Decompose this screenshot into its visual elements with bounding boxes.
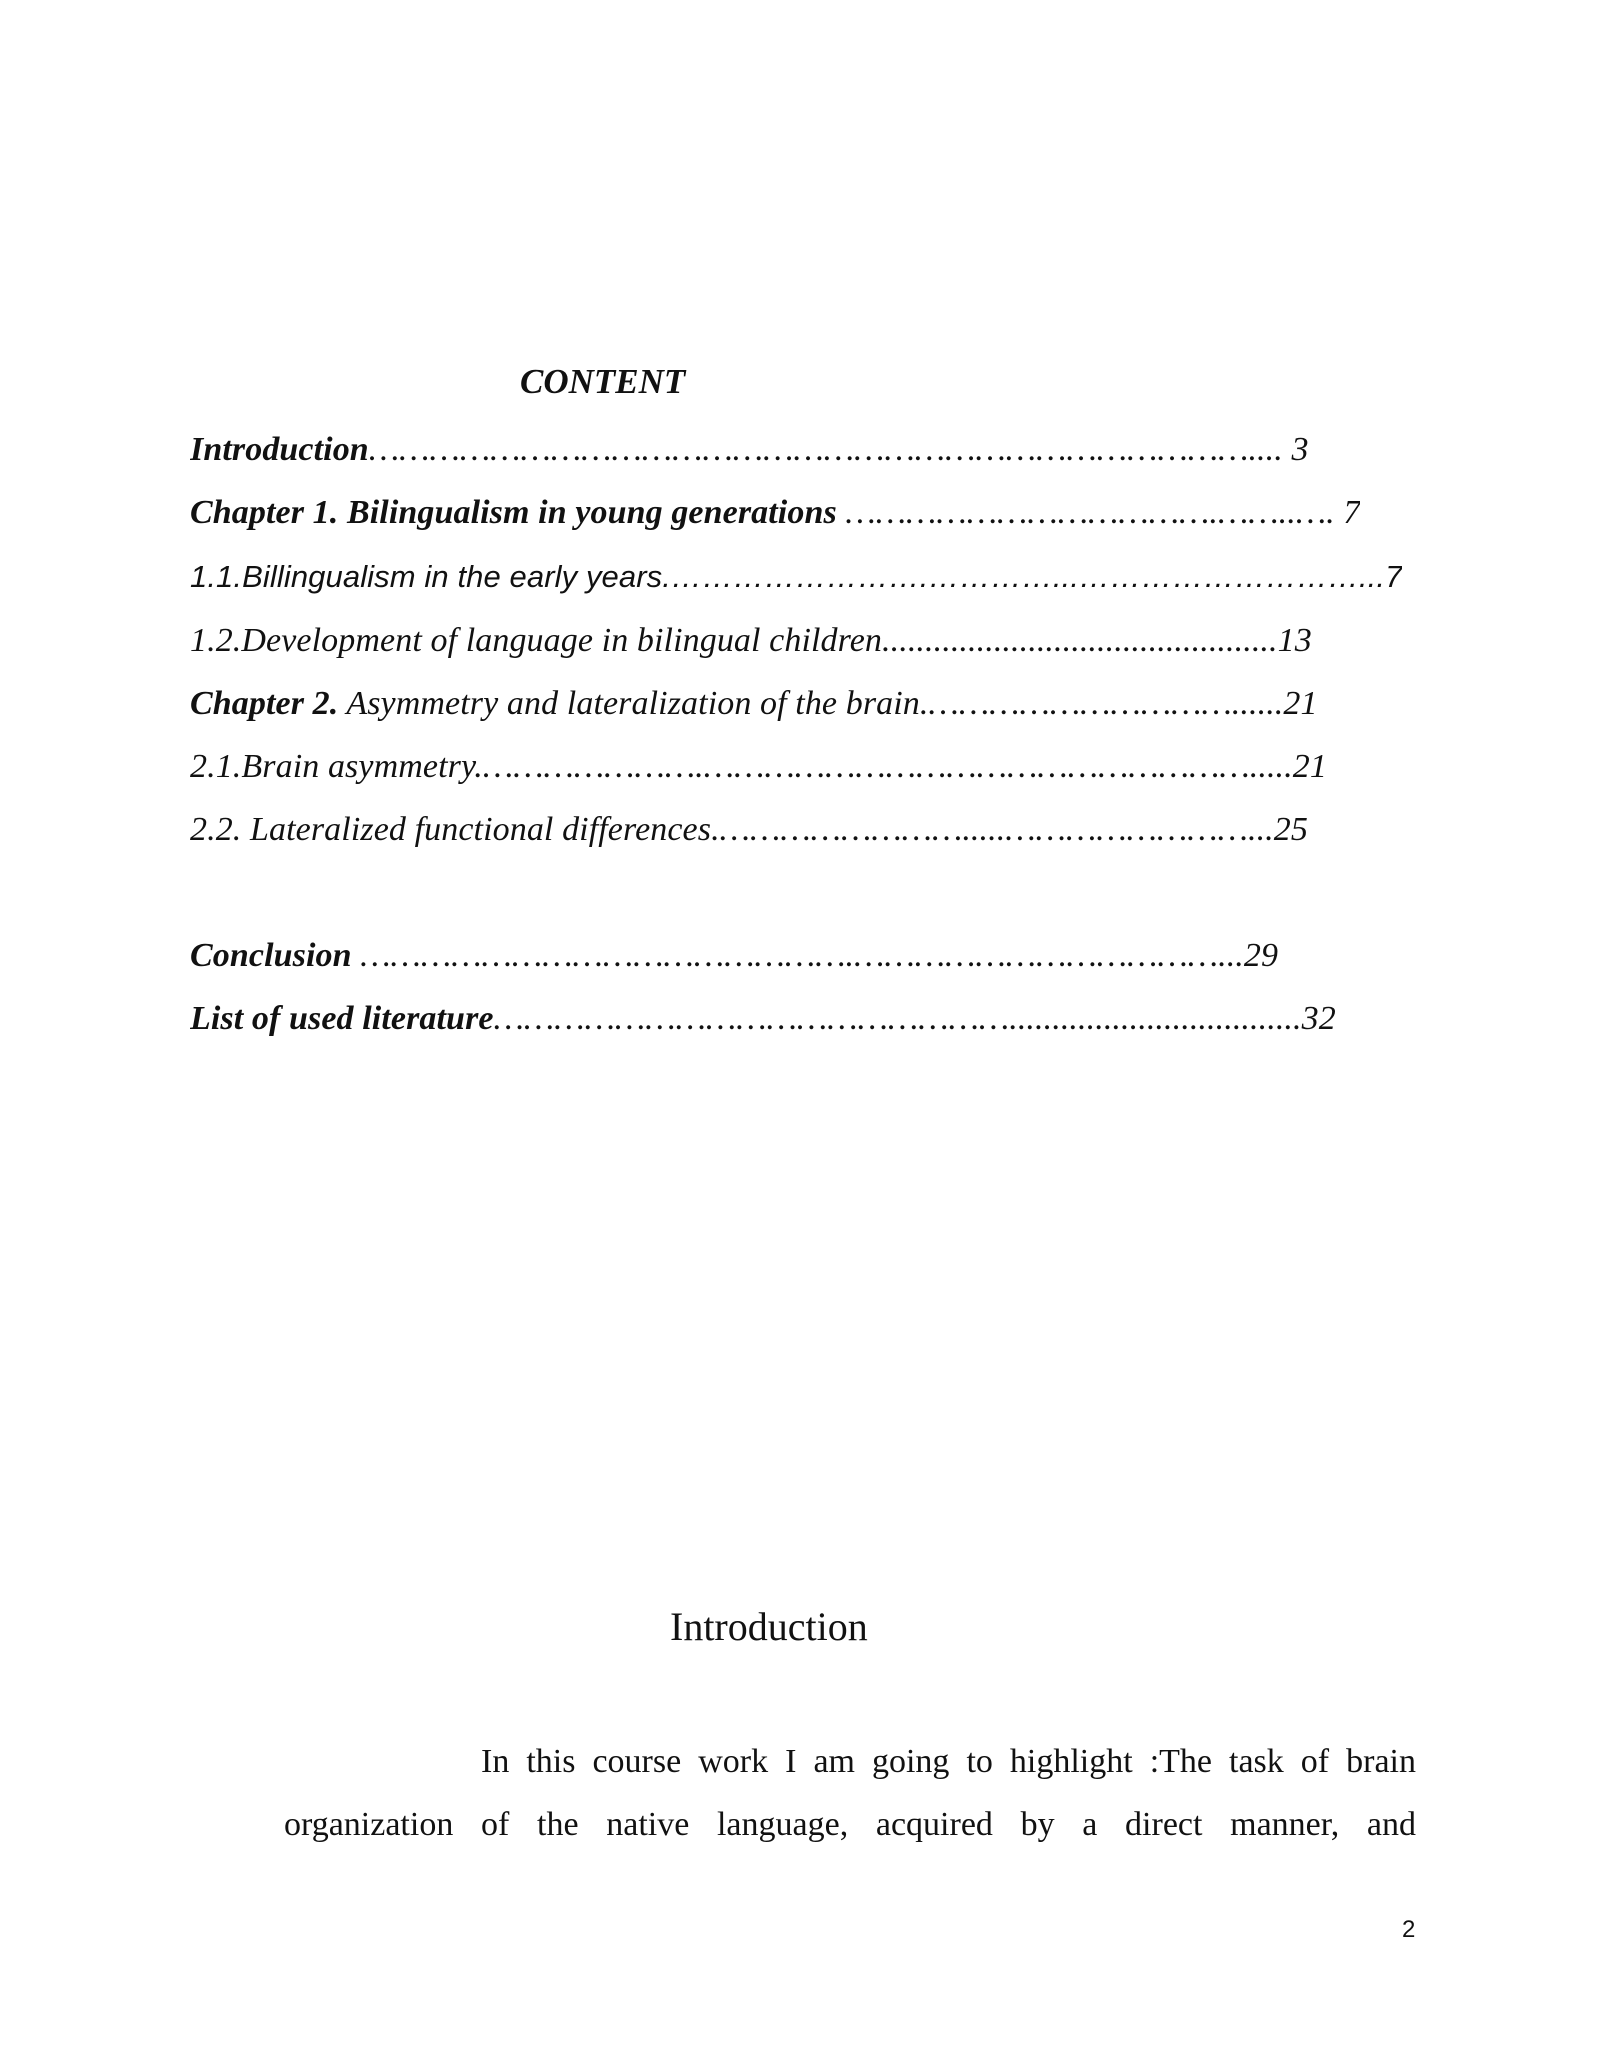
introduction-paragraph-line-1: In this course work I am going to highlight :The task of brain — [481, 1743, 1416, 1780]
toc-entry-title: Chapter 1. Bilingualism in young generations — [190, 494, 837, 531]
toc-entry-1-1 — [190, 559, 1402, 595]
introduction-paragraph-line-2: organization of the native language, acquired by a direct manner, and — [284, 1806, 1416, 1843]
toc-entry-chapter-2 — [190, 685, 1318, 723]
toc-entry-1-2 — [190, 622, 1312, 660]
toc-entry-leader: 2.1.Brain asymmetry.………………….……………………………………………….....21 — [190, 748, 1327, 785]
toc-entry-literature — [190, 1000, 1336, 1038]
toc-entry-conclusion — [190, 937, 1278, 975]
toc-entry-leader: ……………………………………………..................................32 — [493, 1000, 1336, 1037]
toc-entry-introduction — [190, 431, 1309, 469]
page-number: 2 — [1402, 1916, 1416, 1943]
toc-entry-2-1 — [190, 748, 1327, 786]
toc-entry-title: Chapter 2. — [190, 685, 339, 722]
toc-entry-leader: …………………………………………………………………………….... 3 — [368, 431, 1309, 468]
toc-entry-leader: ………………………………………….………………………………...29 — [351, 937, 1279, 974]
toc-entry-leader: 1.1.Billingualism in the early years.…………………….…………...………………………...7 — [190, 559, 1403, 594]
toc-entry-title: List of used literature — [190, 1000, 494, 1037]
toc-entry-chapter-1 — [190, 494, 1360, 532]
toc-entry-leader: 1.2.Development of language in bilingual children..............................................13 — [190, 622, 1312, 659]
toc-entry-leader: 2.2. Lateralized functional differences.…………………….....……………………...25 — [190, 811, 1308, 848]
introduction-heading: Introduction — [670, 1604, 868, 1649]
toc-entry-title: Conclusion — [190, 937, 352, 974]
toc-entry-leader: ……………………………….……..…. 7 — [836, 494, 1361, 531]
table-of-contents-heading: CONTENT — [520, 362, 686, 401]
toc-entry-title: Introduction — [190, 431, 369, 468]
toc-entry-leader: Asymmetry and lateralization of the brain.…………………………......21 — [338, 685, 1318, 722]
toc-entry-2-2 — [190, 811, 1308, 849]
